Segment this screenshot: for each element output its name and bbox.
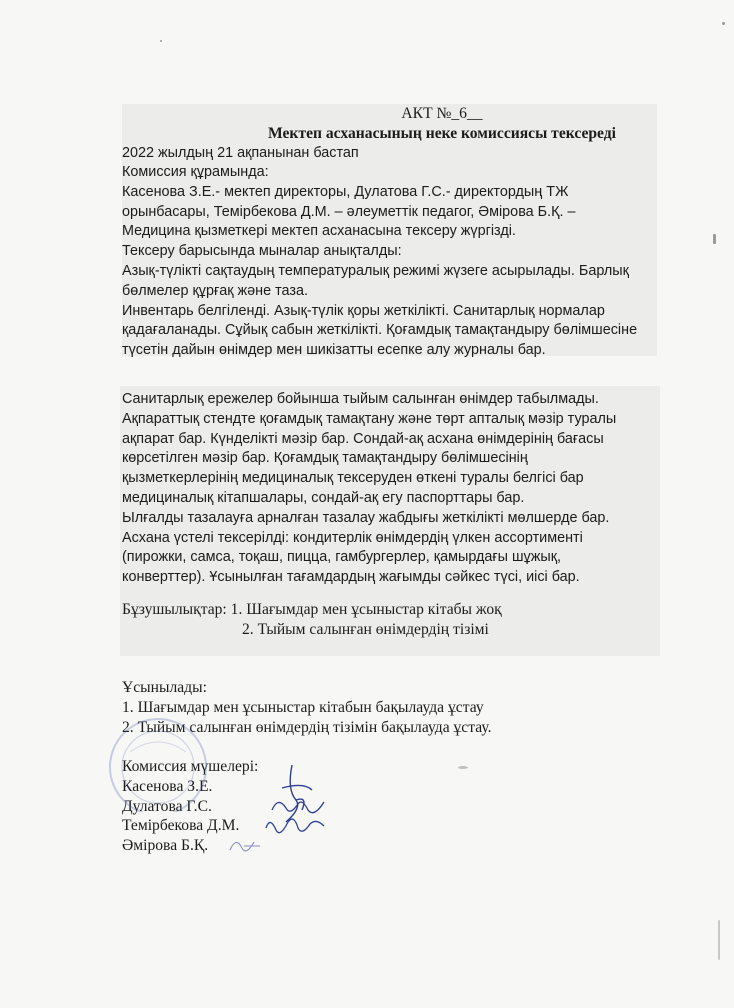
paragraph-line: қадағаланады. Сұйық сабын жеткілікті. Қоғамдық тамақтандыру бөлімшесіне	[122, 322, 638, 339]
recommendations-title: Ұсынылады:	[122, 679, 207, 696]
signature-temirbekova-icon	[262, 812, 332, 840]
scan-speck	[713, 234, 716, 244]
recommendation-item: 2. Тыйым салынған өнімдердің тізімін бақылауда ұстау.	[122, 718, 492, 736]
paragraph-line: (пирожки, самса, тоқаш, пицца, гамбургерлер, қамырдағы шұжық,	[122, 549, 561, 566]
signature-amirova-icon	[226, 832, 266, 858]
member-name: Касенова З.Е.	[122, 777, 213, 795]
scan-speck	[722, 22, 725, 25]
inspection-section-1	[122, 163, 682, 361]
scan-speck	[458, 766, 468, 769]
paragraph-line: Азық-түлікті сақтаудың температуралық режимі жүзеге асырылады. Барлық	[122, 262, 629, 279]
paragraph-line: көрсетілген мәзір бар. Қоғамдық тамақтандыру бөлімшесінің	[122, 450, 528, 467]
member-name: Әмірова Б.Қ.	[122, 837, 209, 855]
paragraph-line: Ақпараттық стендте қоғамдық тамақтану және төрт апталық мәзір туралы	[122, 410, 617, 427]
document-header	[122, 104, 682, 163]
violation-line-2: 2. Тыйым салынған өнімдердің тізімі	[242, 620, 489, 638]
paragraph-line: ақпарат бар. Күнделікті мәзір бар. Сондай-ақ асхана өнімдерінің бағасы	[122, 430, 604, 447]
paragraph-line: медициналық кітапшалары, сондай-ақ егу паспорттары бар.	[122, 489, 525, 506]
paragraph-line: Инвентарь белгіленді. Азық-түлік қоры жеткілікті. Санитарлық нормалар	[122, 302, 605, 319]
paragraph-line: Касенова З.Е.- мектеп директоры, Дулатова Г.С.- директордың ТЖ	[122, 183, 569, 200]
scan-speck	[160, 40, 162, 42]
member-name: Дулатова Г.С.	[122, 797, 212, 815]
paragraph-line: орынбасары, Темірбекова Д.М. – әлеуметтік педагог, Әмірова Б.Қ. –	[122, 203, 576, 220]
paragraph-line: түсетін дайын өнімдер мен шикізатты есепке алу журналы бар.	[122, 342, 546, 359]
inspection-section-2	[122, 390, 682, 588]
paragraph-line: Санитарлық ережелер бойынша тыйым салынған өнімдер табылмады.	[122, 391, 599, 407]
date-line: 2022 жылдың 21 ақпанынан бастап	[122, 144, 359, 161]
paragraph-line: Ылғалды тазалауға арналған тазалау жабдығы жеткілікті мөлшерде бар.	[122, 509, 610, 526]
violation-line-1: Бұзушылықтар: 1. Шағымдар мен ұсыныстар кітабы жоқ	[122, 601, 502, 618]
stamp-seal-icon	[100, 712, 230, 812]
paragraph-line: Тексеру барысында мыналар анықталды:	[122, 243, 402, 260]
act-title: АКТ №_6__	[401, 105, 483, 122]
paragraph-line: Асхана үстелі тексерілді: кондитерлік өнімдердің үлкен ассортименті	[122, 529, 583, 546]
paragraph-line: Медицина қызметкері мектеп асханасына тексеру жүргізді.	[122, 223, 516, 240]
recommendation-item: 1. Шағымдар мен ұсыныстар кітабын бақылауда ұстау	[122, 698, 484, 716]
paragraph-line: бөлмелер құрғақ және таза.	[122, 282, 308, 299]
members-title: Комиссия мүшелері:	[122, 758, 259, 775]
member-name: Темірбекова Д.М.	[122, 817, 240, 835]
scan-speck	[718, 920, 720, 960]
document-subtitle: Мектеп асханасының неке комиссиясы тексереді	[268, 124, 616, 142]
violations-section	[122, 600, 682, 640]
paragraph-line: қызметкерлерінің медициналық тексеруден өткені туралы белгісі бар	[122, 470, 584, 487]
paragraph-line: Комиссия құрамында:	[122, 164, 269, 180]
paragraph-line: конверттер). Ұсынылған тағамдардың жағымды сәйкес түсі, иісі бар.	[122, 569, 580, 586]
